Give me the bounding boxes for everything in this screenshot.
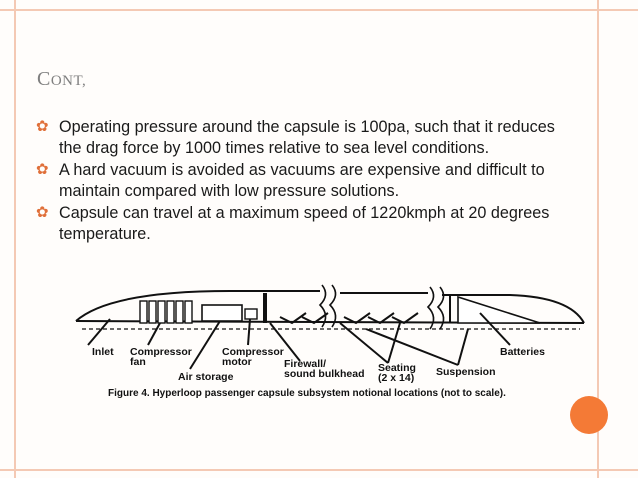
fancy-bullet-icon: ✿ (36, 118, 49, 135)
label-compressor-fan-2: fan (130, 356, 146, 368)
figure-caption: Figure 4. Hyperloop passenger capsule subsystem notional locations (not to scale). (108, 388, 506, 399)
label-compressor-motor-2: motor (222, 356, 252, 368)
compressor-fan-blocks (140, 301, 192, 323)
bullet-text: Operating pressure around the capsule is 100pa, such that it reduces the drag force by 1000 times relative to sea level conditions. (59, 118, 555, 157)
bullet-text: Capsule can travel at a maximum speed of 1220kmph at 20 degrees temperature. (59, 204, 550, 243)
label-batteries: Batteries (500, 346, 545, 358)
capsule-top-outline-front (76, 291, 320, 321)
fancy-bullet-icon: ✿ (36, 161, 49, 179)
bullet-item (36, 203, 576, 244)
label-seating-1: Seating (378, 362, 416, 374)
label-firewall-1: Firewall/ (284, 358, 327, 370)
label-compressor-fan-1: Compressor (130, 346, 192, 358)
capsule-diagram-svg (70, 283, 590, 401)
capsule-diagram (70, 283, 590, 401)
air-storage-tank (202, 305, 242, 321)
bullet-item (36, 160, 576, 201)
compressor-motor-block (245, 309, 257, 319)
slide-title: CONT, (37, 68, 87, 90)
firewall-bar (263, 293, 267, 323)
bullet-list (36, 117, 576, 267)
border-line-top (0, 9, 638, 11)
label-suspension: Suspension (436, 366, 496, 378)
decorative-circle (570, 396, 608, 434)
bullet-item (36, 117, 576, 158)
break-mark-1 (320, 285, 326, 327)
label-inlet: Inlet (92, 346, 114, 358)
border-line-bottom (0, 469, 638, 471)
border-line-left (14, 0, 16, 478)
batteries-triangle (458, 297, 540, 323)
label-seating-2: (2 x 14) (378, 372, 415, 384)
break-mark-2 (330, 285, 336, 327)
bullet-text: A hard vacuum is avoided as vacuums are expensive and difficult to maintain compared with low pressure solutions. (59, 161, 545, 200)
label-air-storage: Air storage (178, 371, 234, 383)
label-firewall-2: sound bulkhead (284, 368, 365, 380)
fancy-bullet-icon: ✿ (36, 204, 49, 222)
label-compressor-motor-1: Compressor (222, 346, 284, 358)
